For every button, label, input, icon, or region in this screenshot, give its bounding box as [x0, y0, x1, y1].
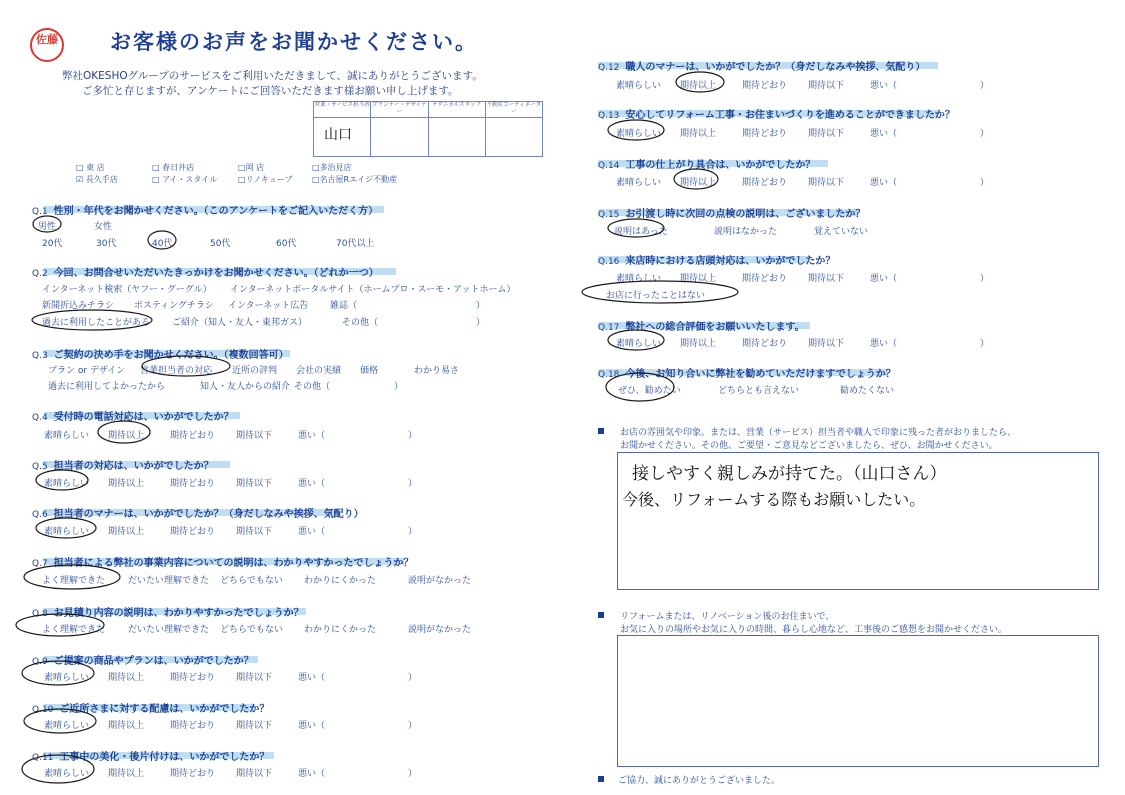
explanation-option[interactable]: だいたい理解できた — [128, 625, 210, 635]
q10-options — [44, 718, 417, 731]
q15-options: 説明はあった 説明はなかった 覚えていない — [614, 227, 869, 237]
rating-option[interactable]: 素晴らしい — [616, 339, 662, 349]
q17-options — [616, 336, 989, 349]
q16-heading: Q.16 来店時における店頭対応は、いかがでしたか？ — [598, 256, 836, 267]
q7-options — [42, 573, 471, 586]
rating-option[interactable]: 期待以上 — [680, 129, 717, 139]
rating-option[interactable]: 期待どおり — [170, 769, 216, 779]
comment2-prompt-line2: お気に入りの場所やお気に入りの時間、暮らし心地など、工事後のご感想をお聞かせください。 — [620, 625, 1008, 635]
rating-option[interactable]: 期待どおり — [170, 431, 216, 441]
explanation-option[interactable]: よく理解できた — [42, 576, 106, 586]
rating-close-paren: ） — [980, 81, 990, 91]
rating-option[interactable]: 期待以下 — [236, 431, 273, 441]
rating-option[interactable]: 素晴らしい — [44, 479, 90, 489]
q15-heading: Q.15 お引渡し時に次回の点検の説明は、ございましたか？ — [598, 209, 866, 220]
q2-row-1: インターネット検索（ヤフー・グーグル） インターネットポータルサイト（ホームプロ・スーモ・アットホーム） — [42, 285, 516, 295]
comment2-prompt-line1: リフォームまたは、リノベーション後のお住まいで、 — [620, 612, 835, 622]
q1-option-female[interactable]: 女性 — [94, 222, 113, 232]
rating-option[interactable]: 悪い（ — [298, 431, 326, 441]
q7-heading: Q.7 担当者による弊社の事業内容についての説明は、わかりやすかったでしょうか？ — [32, 558, 414, 569]
q4-options — [44, 428, 417, 441]
q1-option-male[interactable]: 男性 — [38, 222, 57, 232]
rating-option[interactable]: 悪い（ — [870, 274, 898, 284]
rating-option[interactable]: 期待どおり — [742, 339, 788, 349]
q13-options — [616, 126, 989, 139]
rating-option[interactable]: 悪い（ — [870, 129, 898, 139]
rating-option[interactable]: 期待以下 — [236, 479, 273, 489]
rating-option[interactable]: 期待以上 — [108, 721, 145, 731]
rating-option[interactable]: 悪い（ — [298, 673, 326, 683]
q2-row-3: 過去に利用したことがある ご紹介（知人・友人・東邦ガス） その他（ ） — [42, 318, 486, 328]
q3-row-1: プラン or デザイン 営業担当者の対応 近所の評判 会社の実績 価格 わかり易さ — [48, 366, 460, 376]
rating-option[interactable]: 悪い（ — [298, 479, 326, 489]
q8-heading: Q.8 お見積り内容の説明は、わかりやすかったでしょうか？ — [32, 608, 304, 619]
intro-line-2: ご多忙と存じますが、アンケートにご回答いただきます様お願い申し上げます。 — [82, 85, 459, 97]
staff-sales-name: 山口 — [324, 127, 352, 143]
q9-options — [44, 670, 417, 683]
rating-option[interactable]: 悪い（ — [870, 81, 898, 91]
rating-option[interactable]: 期待どおり — [170, 479, 216, 489]
rating-option[interactable]: 期待どおり — [742, 178, 788, 188]
bullet-square — [598, 428, 604, 434]
q2-row-2: 新聞折込みチラシ ポスティングチラシ インターネット広告 雑誌（ ） — [42, 301, 486, 311]
rating-option[interactable]: 期待以下 — [808, 81, 845, 91]
rating-option[interactable]: 期待以上 — [108, 431, 145, 441]
rating-close-paren: ） — [408, 479, 418, 489]
q10-heading: Q.10 ご近所さまに対する配慮は、いかがでしたか？ — [32, 704, 270, 715]
rating-option[interactable]: 悪い（ — [298, 527, 326, 537]
rating-option[interactable]: 期待以上 — [680, 339, 717, 349]
rating-option[interactable]: 期待以下 — [236, 769, 273, 779]
rating-option[interactable]: 素晴らしい — [616, 129, 662, 139]
rating-option[interactable]: 期待以上 — [680, 81, 717, 91]
rating-option[interactable]: 期待どおり — [742, 274, 788, 284]
explanation-option[interactable]: 説明がなかった — [408, 625, 472, 635]
footer-thanks: ご協力、誠にありがとうございました。 — [618, 776, 781, 786]
q4-heading: Q.4 受付時の電話対応は、いかがでしたか？ — [32, 412, 234, 423]
q2-heading: Q.2 今回、お問合せいただいたきっかけをお聞かせください。（どれか一つ） — [32, 268, 379, 279]
rating-option[interactable]: 悪い（ — [298, 769, 326, 779]
q14-options — [616, 175, 989, 188]
comment1-answer-line1: 接しやすく親しみが持てた。（山口さん） — [632, 464, 947, 484]
staff-col-technical: テクニカルスタッフ — [429, 102, 486, 156]
comment2-box[interactable] — [617, 635, 1099, 767]
q9-heading: Q.9 ご提案の商品やプランは、いかがでしたか？ — [32, 656, 254, 667]
comment1-box[interactable] — [617, 452, 1099, 590]
bullet-square — [598, 776, 604, 782]
page-title: お客様のお声をお聞かせください。 — [110, 30, 478, 54]
q6-options — [44, 524, 417, 537]
store-row-1: □ 東 店 □ 春日井店 □岡 店 □多治見店 — [76, 163, 352, 172]
q5-options — [44, 476, 417, 489]
rating-close-paren: ） — [408, 431, 418, 441]
comment1-prompt-line1: お店の雰囲気や印象。または、営業（サービス）担当者や職人で印象に残った者がおりましたら、 — [620, 428, 1017, 438]
rating-close-paren: ） — [980, 274, 990, 284]
rating-option[interactable]: 悪い（ — [870, 339, 898, 349]
explanation-option[interactable]: どちらでもない — [220, 576, 283, 586]
rating-option[interactable]: 素晴らしい — [44, 721, 90, 731]
rating-option[interactable]: 素晴らしい — [44, 527, 90, 537]
rating-option[interactable]: 期待以下 — [808, 339, 845, 349]
q14-heading: Q.14 工事の仕上がり具合は、いかがでしたか？ — [598, 160, 816, 171]
rating-option[interactable]: 期待以上 — [108, 527, 145, 537]
rating-close-paren: ） — [980, 178, 990, 188]
q11-heading: Q.11 工事中の美化・後片付けは、いかがでしたか？ — [32, 752, 270, 763]
q1-heading: Q.1 性別・年代をお聞かせください。（このアンケートをご記入いただく方） — [32, 206, 379, 217]
rating-option[interactable]: 期待以下 — [236, 673, 273, 683]
q12-options — [616, 78, 989, 91]
rating-option[interactable]: 素晴らしい — [616, 81, 662, 91]
comment1-prompt-line2: お聞かせください。その他、ご要望・ご意見などございましたら、ぜひ、お聞かせください。 — [620, 441, 998, 451]
rating-close-paren: ） — [408, 527, 418, 537]
store-row-2: ☑ 長久手店 □ アイ・スタイル □リノキューブ □名古屋Rエイジ不動産 — [76, 175, 398, 184]
staff-col-realestate: 不動産コーディネーター — [486, 102, 542, 156]
rating-option[interactable]: 期待どおり — [742, 81, 788, 91]
rating-option[interactable]: 期待以下 — [808, 178, 845, 188]
rating-option[interactable]: 期待以下 — [808, 129, 845, 139]
rating-option[interactable]: 期待以上 — [108, 769, 145, 779]
rating-option[interactable]: 素晴らしい — [616, 274, 662, 284]
rating-option[interactable]: 期待以下 — [236, 527, 273, 537]
rating-close-paren: ） — [980, 129, 990, 139]
q5-heading: Q.5 担当者の対応は、いかがでしたか？ — [32, 461, 214, 472]
rating-option[interactable]: 素晴らしい — [44, 673, 90, 683]
staff-col-planner: プランナー・デザイナー — [371, 102, 428, 156]
rating-option[interactable]: 期待どおり — [742, 129, 788, 139]
rating-option[interactable]: 期待以上 — [108, 479, 145, 489]
rating-option[interactable]: 素晴らしい — [616, 178, 662, 188]
q16-never-visited[interactable]: お店に行ったことはない — [606, 291, 706, 301]
explanation-option[interactable]: よく理解できた — [42, 625, 106, 635]
q16-options — [616, 271, 989, 284]
q12-heading: Q.12 職人のマナーは、いかがでしたか？（身だしなみや挨拶、気配り） — [598, 62, 926, 73]
rating-option[interactable]: 期待以上 — [108, 673, 145, 683]
q13-heading: Q.13 安心してリフォーム工事・お住まいづくりを進めることができましたか？ — [598, 110, 955, 121]
q8-options — [42, 622, 471, 635]
q3-heading: Q.3 ご契約の決め手をお聞かせください。（複数回答可） — [32, 350, 289, 361]
q17-heading: Q.17 弊社への総合評価をお願いいたします。 — [598, 322, 805, 333]
q6-heading: Q.6 担当者のマナーは、いかがでしたか？（身だしなみや挨拶、気配り） — [32, 509, 364, 520]
comment1-answer-line2: 今後、リフォームする際もお願いしたい。 — [622, 490, 926, 509]
rating-option[interactable]: 悪い（ — [870, 178, 898, 188]
explanation-option[interactable]: だいたい理解できた — [128, 576, 210, 586]
intro-line-1: 弊社OKESHOグループのサービスをご利用いただきまして、誠にありがとうございます。 — [62, 70, 483, 82]
staff-col-sales: 営業・サービス担当者 山口 — [314, 102, 371, 156]
rating-close-paren: ） — [408, 721, 418, 731]
q3-row-2: 過去に利用してよかったから 知人・友人からの紹介 その他（ ） — [48, 382, 404, 392]
explanation-option[interactable]: わかりにくかった — [304, 625, 377, 635]
rating-option[interactable]: 期待以上 — [680, 178, 717, 188]
explanation-option[interactable]: どちらでもない — [220, 625, 283, 635]
rating-option[interactable]: 期待以上 — [680, 274, 717, 284]
rating-close-paren: ） — [408, 769, 418, 779]
rating-option[interactable]: 期待どおり — [170, 673, 216, 683]
rating-option[interactable]: 悪い（ — [298, 721, 326, 731]
seal-stamp: 佐藤 — [30, 28, 64, 62]
rating-option[interactable]: 期待以下 — [808, 274, 845, 284]
rating-option[interactable]: 素晴らしい — [44, 431, 90, 441]
bullet-square — [598, 612, 604, 618]
rating-option[interactable]: 期待どおり — [170, 721, 216, 731]
rating-option[interactable]: 素晴らしい — [44, 769, 90, 779]
q1-gender — [38, 219, 112, 232]
staff-table — [313, 101, 543, 157]
rating-close-paren: ） — [980, 339, 990, 349]
explanation-option[interactable]: 説明がなかった — [408, 576, 472, 586]
q18-heading: Q.18 今後、お知り合いに弊社を勧めていただけますでしょうか？ — [598, 369, 896, 380]
rating-option[interactable]: 期待以下 — [236, 721, 273, 731]
explanation-option[interactable]: わかりにくかった — [304, 576, 377, 586]
rating-option[interactable]: 期待どおり — [170, 527, 216, 537]
q18-options: ぜひ、勧めたい どちらとも言えない 勧めたくない — [618, 386, 895, 396]
q11-options — [44, 766, 417, 779]
q1-ages: 20代 30代 40代 50代 60代 70代以上 — [42, 239, 375, 249]
rating-close-paren: ） — [408, 673, 418, 683]
